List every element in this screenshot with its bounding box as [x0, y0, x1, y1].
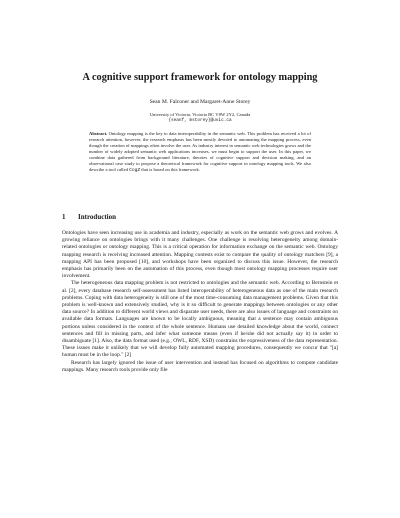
affiliation: University of Victoria, Victoria BC V8W 2Y2, Canada — [149, 112, 251, 117]
section-number: 1 — [62, 213, 66, 221]
section-body — [62, 230, 338, 374]
paper-authors: Sean M. Falconer and Margaret-Anne Storey — [149, 99, 251, 105]
section-title: Introduction — [78, 213, 116, 221]
paper-title: A cognitive support framework for ontology mapping — [82, 72, 318, 83]
body-paragraph: Research has largely ignored the issue of user intervention and instead has focused on algorithms to compute candidate mappings. Many research tools provide only file — [62, 359, 338, 373]
body-paragraph: The heterogeneous data mapping problem is not restricted to ontologies and the semantic web. According to Bernstein et al. [2], every database research self-assessment has listed interoperability of heterogeneous data as one of the main research problems. Coping with data heterogeneity is still one of the most time-consuming data management problems. Given that this problem is well-known and extensively studied, why is it so difficult to generate mappings between ontologies or any other data source? In addition to different world views and disparate user needs, there are also issues of language and constraints on available data formats. Languages are known to be locally ambiguous, meaning that a sentence may contain ambiguous portions unless considered in the context of the whole sentence. Humans use detailed knowledge about the world, connect sentences and fill in missing parts, and infer what someone means (even if he/she did not actually say it) in order to disambiguate [1]. Also, the data format used (e.g., OWL, RDF, XSD) constrains the expressiveness of the data representation. These issues make it unlikely that we will develop fully automated mapping procedures, consequently we concur that "[a] human must be in the loop." [2] — [62, 280, 338, 359]
abstract-text: Ontology mapping is the key to data interoperability in the semantic web. This problem has received a lot of research attention, however, the research emphasis has been mostly devoted to automating the mapping process, even though the creation of mappings often involve the user. As industry interest in semantic web technologies grows and the number of widely adopted semantic web applications increases, we must begin to support the user. In this paper, we combine data gathered from background literature, theories of cognitive support and decision making, and an observational case study to propose a theoretical framework for cognitive support in ontology mapping tools. We also describe a tool called — [89, 131, 311, 172]
body-paragraph: Ontologies have seen increasing use in academia and industry, especially as work on the semantic web grows and evolves. A growing reliance on ontologies brings with it many challenges. One challenge is resolving heterogeneity among domain-related ontologies or ontology mapping. This is a critical operation for information exchange on the semantic web. Ontology mapping research is receiving increased attention. Mapping contests exist to compare the quality of ontology matchers [9], a mapping API has been proposed [10], and workshops have been organized to discuss this issue. However, the research emphasis has primarily been on the automation of this process, even though most ontology mapping processes require user involvement. — [62, 230, 338, 280]
affiliation-block — [40, 112, 360, 124]
abstract-tail: that is based on this framework. — [140, 166, 200, 172]
abstract — [89, 131, 311, 174]
tool-name: CogZ — [129, 167, 141, 173]
section-heading — [62, 213, 338, 222]
abstract-label: Abstract. — [89, 131, 108, 136]
author-emails: {seanf, mstorey}@uvic.ca — [168, 117, 232, 123]
